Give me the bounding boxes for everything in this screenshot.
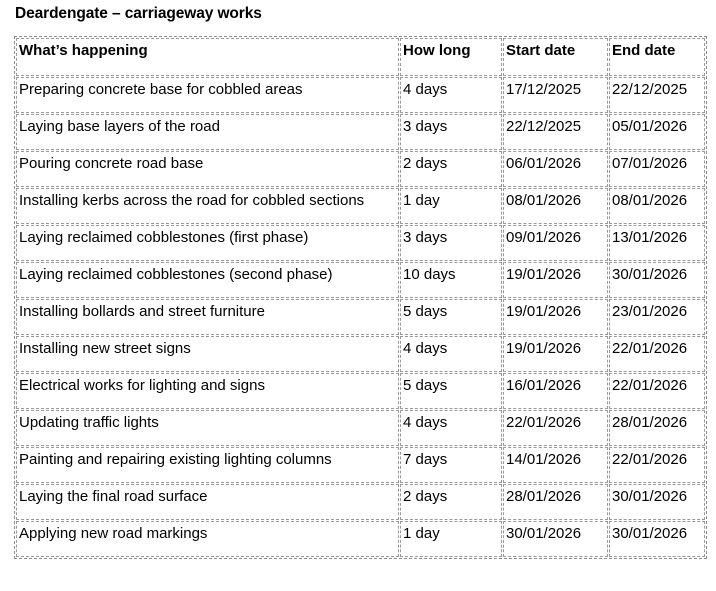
start-date-cell: 19/01/2026 xyxy=(503,336,608,372)
table-header-row xyxy=(16,38,705,76)
task-cell: Laying the final road surface xyxy=(16,484,399,520)
start-date-cell: 28/01/2026 xyxy=(503,484,608,520)
duration-cell: 5 days xyxy=(400,299,502,335)
start-date-cell: 22/01/2026 xyxy=(503,410,608,446)
table-row xyxy=(16,484,705,520)
start-date-cell: 08/01/2026 xyxy=(503,188,608,224)
table-row xyxy=(16,262,705,298)
end-date-cell: 22/01/2026 xyxy=(609,373,705,409)
task-cell: Applying new road markings xyxy=(16,521,399,557)
start-date-cell: 09/01/2026 xyxy=(503,225,608,261)
task-cell: Installing new street signs xyxy=(16,336,399,372)
duration-cell: 3 days xyxy=(400,225,502,261)
task-cell: Updating traffic lights xyxy=(16,410,399,446)
duration-cell: 2 days xyxy=(400,151,502,187)
table-row xyxy=(16,447,705,483)
duration-cell: 4 days xyxy=(400,410,502,446)
works-table-container xyxy=(14,36,707,559)
start-date-cell: 30/01/2026 xyxy=(503,521,608,557)
duration-cell: 3 days xyxy=(400,114,502,150)
task-cell: Laying reclaimed cobblestones (second phase) xyxy=(16,262,399,298)
header-how-long: How long xyxy=(400,38,502,76)
task-cell: Installing bollards and street furniture xyxy=(16,299,399,335)
start-date-cell: 22/12/2025 xyxy=(503,114,608,150)
duration-cell: 7 days xyxy=(400,447,502,483)
end-date-cell: 30/01/2026 xyxy=(609,521,705,557)
task-cell: Installing kerbs across the road for cobbled sections xyxy=(16,188,399,224)
start-date-cell: 17/12/2025 xyxy=(503,77,608,113)
duration-cell: 5 days xyxy=(400,373,502,409)
header-whats-happening: What’s happening xyxy=(16,38,399,76)
duration-cell: 1 day xyxy=(400,188,502,224)
end-date-cell: 22/12/2025 xyxy=(609,77,705,113)
end-date-cell: 22/01/2026 xyxy=(609,336,705,372)
duration-cell: 1 day xyxy=(400,521,502,557)
end-date-cell: 30/01/2026 xyxy=(609,262,705,298)
table-row xyxy=(16,188,705,224)
task-cell: Electrical works for lighting and signs xyxy=(16,373,399,409)
table-body xyxy=(16,77,705,557)
end-date-cell: 05/01/2026 xyxy=(609,114,705,150)
task-cell: Laying reclaimed cobblestones (first phase) xyxy=(16,225,399,261)
start-date-cell: 14/01/2026 xyxy=(503,447,608,483)
table-row xyxy=(16,410,705,446)
start-date-cell: 06/01/2026 xyxy=(503,151,608,187)
header-end-date: End date xyxy=(609,38,705,76)
task-cell: Laying base layers of the road xyxy=(16,114,399,150)
document-title: Deardengate – carriageway works xyxy=(15,5,262,22)
table-row xyxy=(16,373,705,409)
start-date-cell: 19/01/2026 xyxy=(503,262,608,298)
table-row xyxy=(16,151,705,187)
duration-cell: 4 days xyxy=(400,77,502,113)
end-date-cell: 30/01/2026 xyxy=(609,484,705,520)
table-row xyxy=(16,521,705,557)
table-row xyxy=(16,336,705,372)
end-date-cell: 07/01/2026 xyxy=(609,151,705,187)
task-cell: Preparing concrete base for cobbled areas xyxy=(16,77,399,113)
end-date-cell: 23/01/2026 xyxy=(609,299,705,335)
duration-cell: 10 days xyxy=(400,262,502,298)
end-date-cell: 08/01/2026 xyxy=(609,188,705,224)
table-row xyxy=(16,225,705,261)
table-row xyxy=(16,299,705,335)
end-date-cell: 13/01/2026 xyxy=(609,225,705,261)
duration-cell: 4 days xyxy=(400,336,502,372)
works-schedule-table xyxy=(14,36,707,559)
end-date-cell: 28/01/2026 xyxy=(609,410,705,446)
table-row xyxy=(16,77,705,113)
header-start-date: Start date xyxy=(503,38,608,76)
task-cell: Painting and repairing existing lighting columns xyxy=(16,447,399,483)
end-date-cell: 22/01/2026 xyxy=(609,447,705,483)
start-date-cell: 19/01/2026 xyxy=(503,299,608,335)
table-row xyxy=(16,114,705,150)
duration-cell: 2 days xyxy=(400,484,502,520)
start-date-cell: 16/01/2026 xyxy=(503,373,608,409)
task-cell: Pouring concrete road base xyxy=(16,151,399,187)
